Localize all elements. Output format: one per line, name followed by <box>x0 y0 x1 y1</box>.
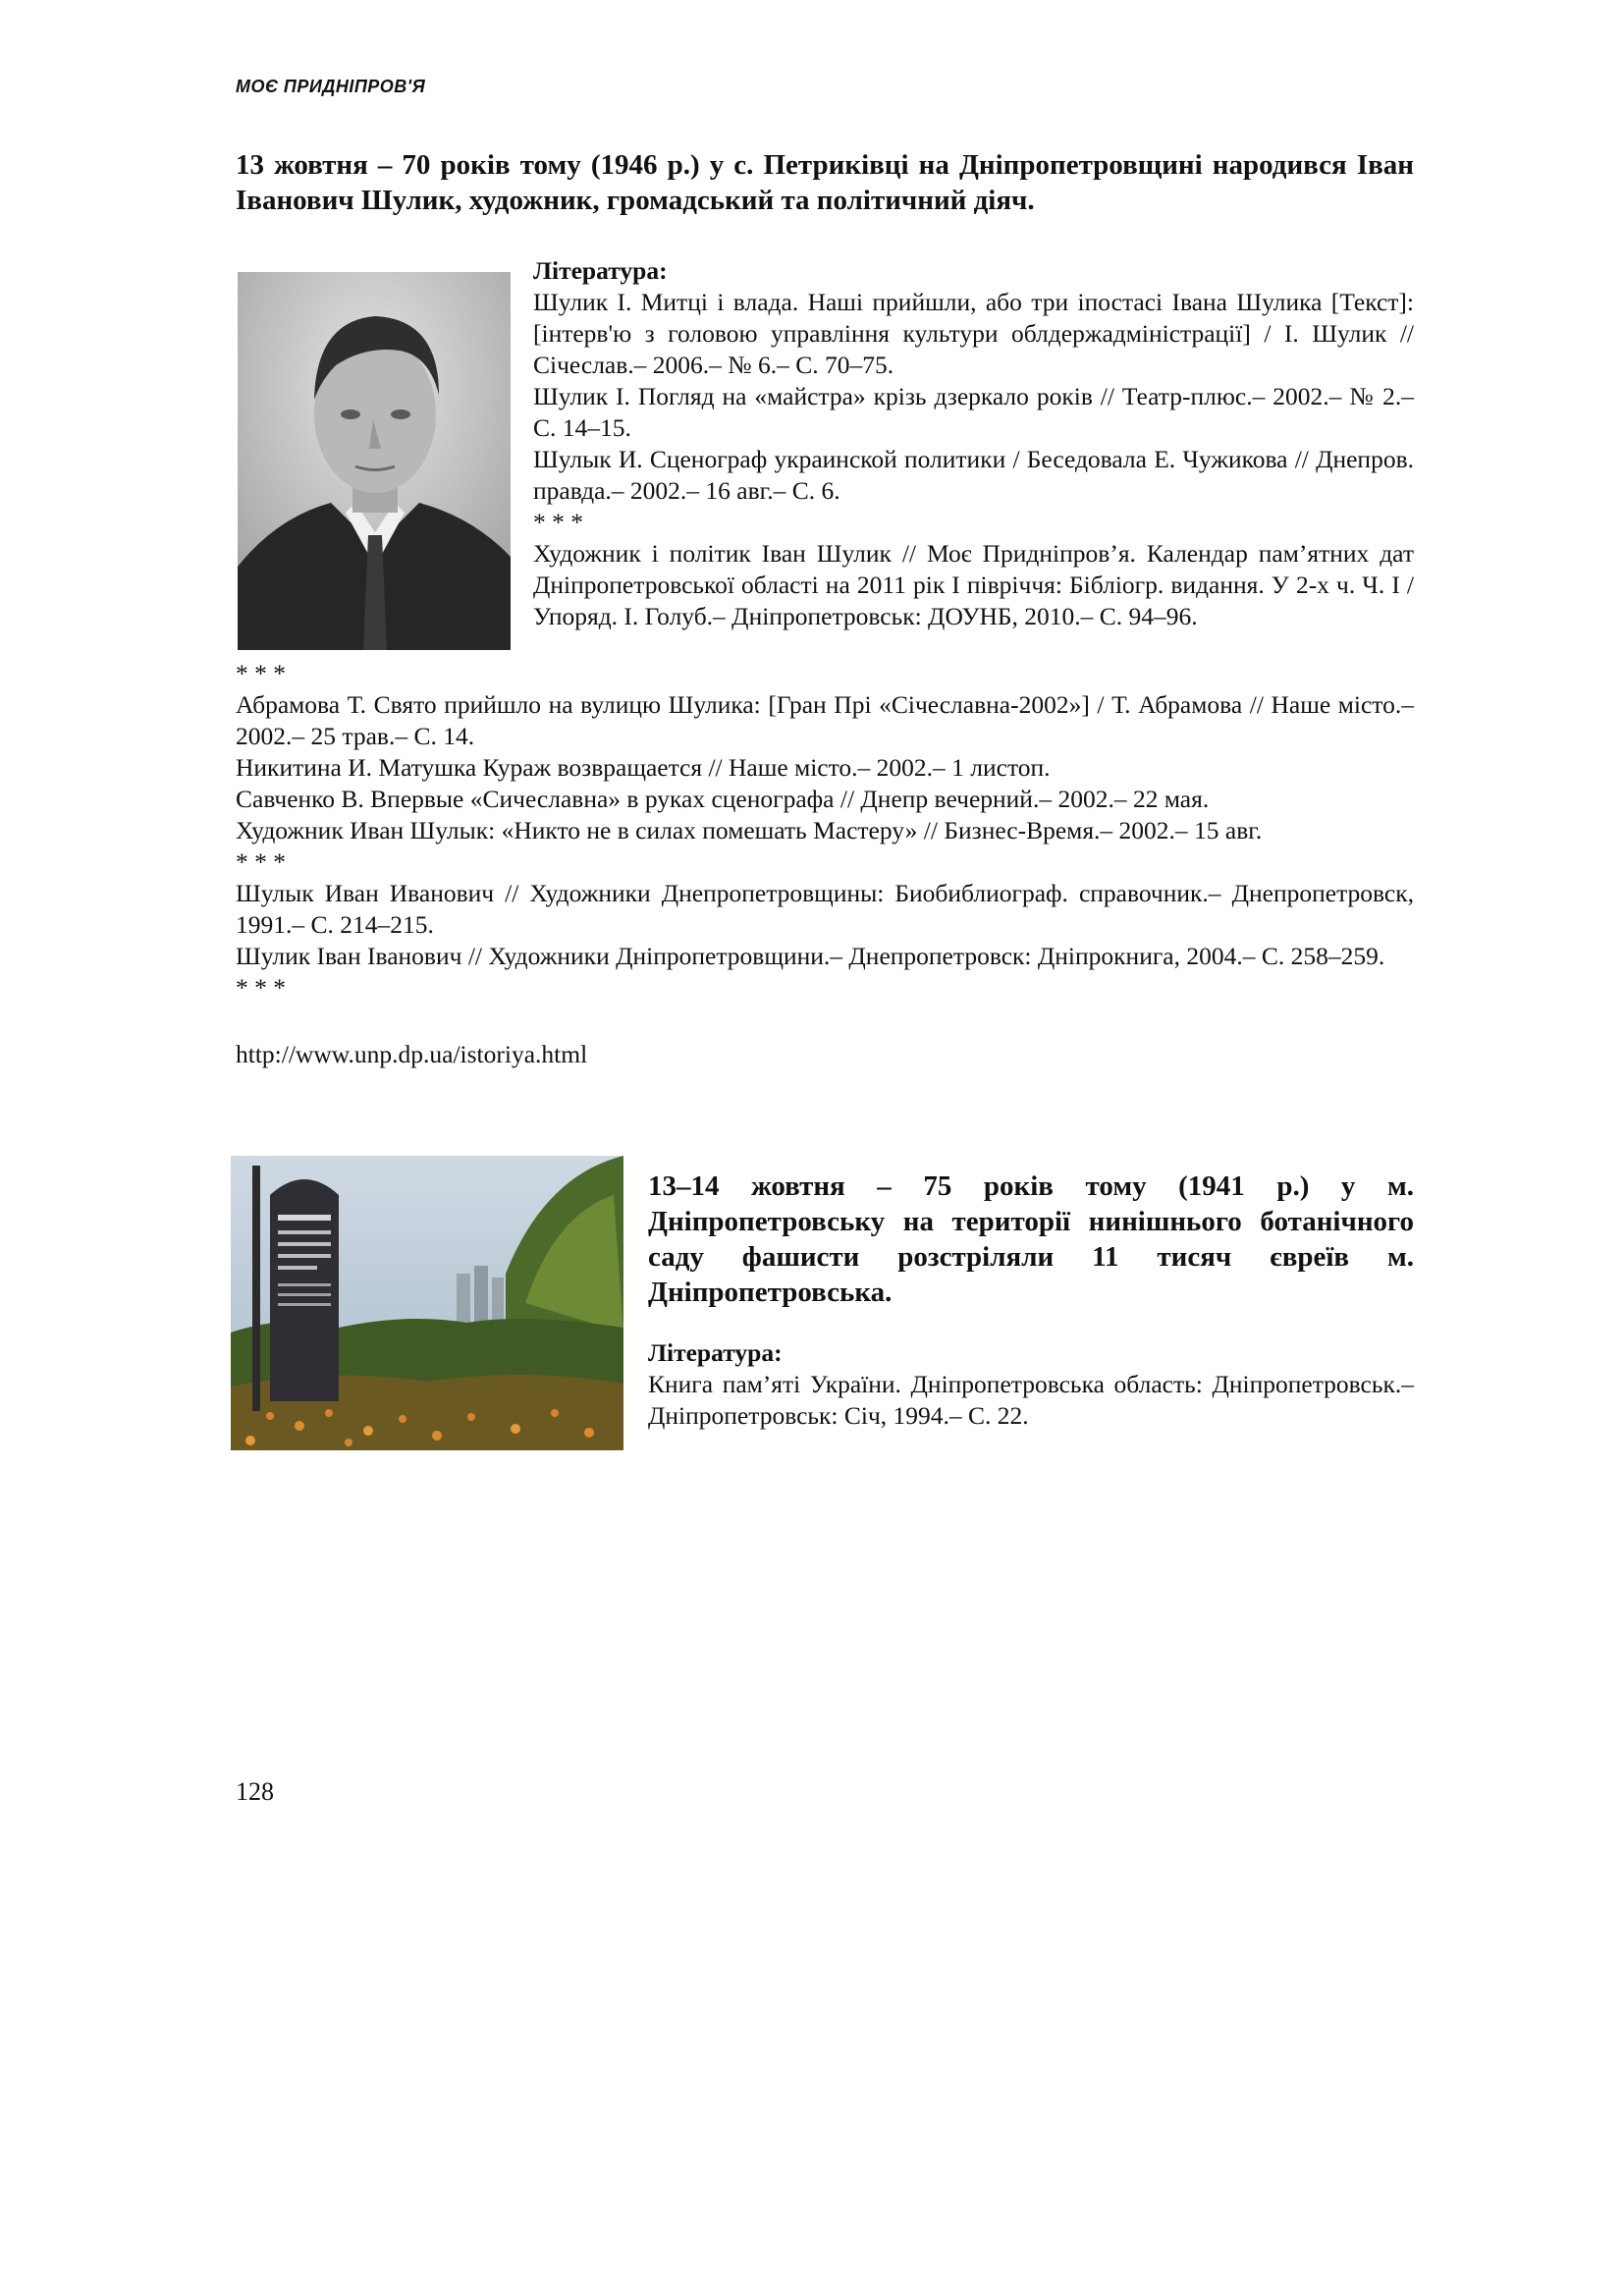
reference-separator: * * * <box>236 847 286 876</box>
reference-item: Художник Иван Шулык: «Никто не в силах помешать Мастеру» // Бизнес-Время.– 2002.– 15 авг. <box>236 816 1263 844</box>
section1-reference-list <box>236 658 1414 1004</box>
section2 <box>648 1169 1414 1432</box>
reference-item: Шулик І. Погляд на «майстра» крізь дзеркало років // Театр-плюс.– 2002.– № 2.– С. 14–15. <box>533 382 1414 442</box>
reference-item: Шулык И. Сценограф украинской политики / Беседовала Е. Чужикова // Днепров. правда.– 2002.– 16 авг.– С. 6. <box>533 445 1414 505</box>
literature-heading: Література: <box>533 256 668 285</box>
reference-item: Абрамова Т. Свято прийшло на вулицю Шулика: [Гран Прі «Січеславна-2002»] / Т. Абрамова // Наше місто.– 2002.– 25 трав.– С. 14. <box>236 690 1414 750</box>
reference-item: Шулык Иван Иванович // Художники Днепропетровщины: Биобиблиограф. справочник.– Днепропетровск, 1991.– С. 214–215. <box>236 879 1414 939</box>
section1-literature <box>533 255 1414 632</box>
reference-item: Никитина И. Матушка Кураж возвращается // Наше місто.– 2002.– 1 листоп. <box>236 753 1051 782</box>
reference-separator: * * * <box>533 508 583 536</box>
section2-title: 13–14 жовтня – 75 років тому (1941 р.) у м. Дніпропетровську на території нинішнього ботанічного саду фашисти розстріляли 11 тисяч євреїв м. Дніпропетровська. <box>648 1170 1414 1308</box>
memorial-photo <box>231 1156 623 1450</box>
reference-item: Художник і політик Іван Шулик // Моє Придніпров’я. Календар пам’ятних дат Дніпропетровської області на 2011 рік І півріччя: Бібліогр. видання. У 2-х ч. Ч. І / Упоряд. І. Голуб.– Дніпропетровськ: ДОУНБ, 2010.– С. 94–96. <box>533 539 1414 630</box>
literature-heading: Література: <box>648 1338 783 1367</box>
reference-item: Шулик Іван Іванович // Художники Дніпропетровщини.– Днепропетровск: Дніпрокнига, 2004.– С. 258–259. <box>236 942 1385 970</box>
reference-item: Книга пам’яті України. Дніпропетровська область: Дніпропетровськ.– Дніпропетровськ: Січ, 1994.– С. 22. <box>648 1370 1414 1430</box>
portrait-photo <box>238 272 511 650</box>
page-number: 128 <box>236 1777 274 1806</box>
section1-title: 13 жовтня – 70 років тому (1946 р.) у с. Петриківці на Дніпропетровщині народився Іван Іванович Шулик, художник, громадський та політичний діяч. <box>236 149 1414 216</box>
reference-item: Шулик І. Митці і влада. Наші прийшли, або три іпостасі Івана Шулика [Текст]: [інтерв'ю з головою управління культури облдержадміністрації] / І. Шулик // Січеслав.– 2006.– № 6.– С. 70–75. <box>533 288 1414 379</box>
reference-item: Савченко В. Впервые «Сичеславна» в руках сценографа // Днепр вечерний.– 2002.– 22 мая. <box>236 785 1210 813</box>
section2-literature <box>648 1337 1414 1432</box>
reference-separator: * * * <box>236 973 286 1002</box>
web-link[interactable]: http://www.unp.dp.ua/istoriya.html <box>236 1040 588 1068</box>
running-header: МОЄ ПРИДНІПРОВ'Я <box>236 77 426 96</box>
reference-separator: * * * <box>236 659 286 687</box>
